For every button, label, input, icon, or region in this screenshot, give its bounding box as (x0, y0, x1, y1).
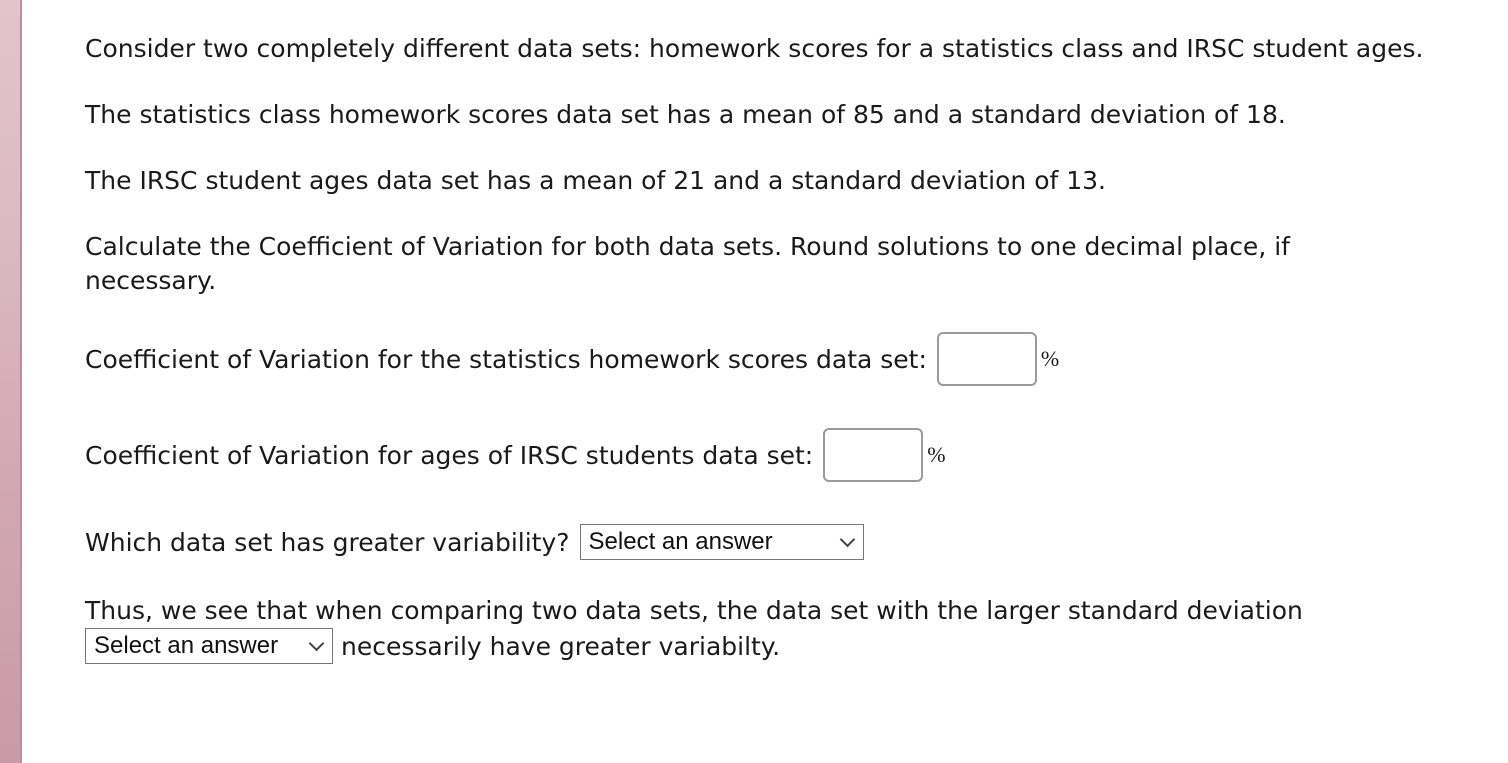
conclusion-text-after: necessarily have greater variabilty. (341, 631, 781, 661)
variability-answer-select[interactable] (580, 524, 864, 560)
conclusion-select-value: Select an answer (94, 632, 279, 659)
conclusion-answer-select[interactable] (85, 628, 333, 664)
variability-row (85, 524, 864, 560)
ages-dataset-info: The IRSC student ages data set has a mean of 21 and a standard deviation of 13. (85, 166, 1107, 195)
chevron-down-icon (309, 635, 325, 651)
cv-stats-input[interactable] (937, 332, 1037, 386)
chevron-down-icon (839, 531, 855, 547)
variability-question-label: Which data set has greater variability? (85, 527, 570, 557)
cv-stats-label: Coefficient of Variation for the statistics homework scores data set: (85, 344, 927, 374)
conclusion-line2 (85, 628, 780, 664)
conclusion-text-line1: Thus, we see that when comparing two data sets, the data set with the larger standard deviation (85, 596, 1303, 625)
left-edge-border (20, 0, 22, 763)
stats-dataset-info: The statistics class homework scores data set has a mean of 85 and a standard deviation of 18. (85, 100, 1286, 129)
cv-stats-row (85, 332, 1059, 386)
cv-ages-label: Coefficient of Variation for ages of IRSC students data set: (85, 440, 814, 470)
left-edge-strip (0, 0, 22, 763)
variability-select-value: Select an answer (588, 528, 773, 555)
cv-stats-percent-unit: % (1040, 346, 1060, 371)
cv-ages-percent-unit: % (927, 442, 946, 467)
cv-ages-row (85, 428, 946, 482)
question-intro: Consider two completely different data sets: homework scores for a statistics class and IRSC student ages. (85, 34, 1424, 63)
cv-ages-input[interactable] (823, 428, 923, 482)
question-instructions: Calculate the Coefficient of Variation for both data sets. Round solutions to one decimal place, if necessary. (85, 232, 1290, 295)
